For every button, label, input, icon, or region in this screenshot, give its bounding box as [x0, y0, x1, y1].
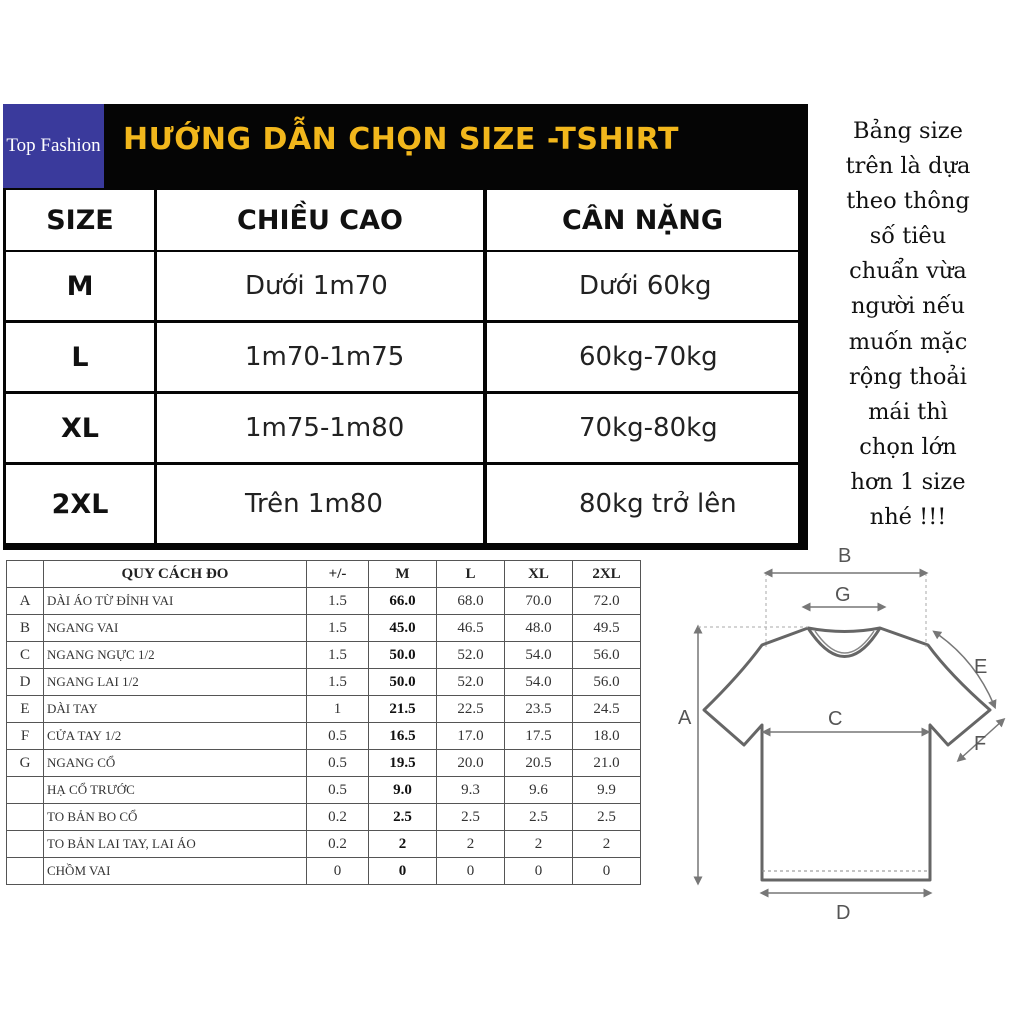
brand-logo: Top Fashion [3, 104, 104, 188]
row-name-cell: NGANG CỔ [44, 750, 307, 777]
row-name-cell: NGANG LAI 1/2 [44, 669, 307, 696]
size-2xl-cell: 49.5 [573, 615, 641, 642]
table-row [7, 615, 641, 642]
row-letter-cell: F [7, 723, 44, 750]
tolerance-cell: 1.5 [307, 642, 369, 669]
table-header-cell: QUY CÁCH ĐO [44, 561, 307, 588]
dimension-a-label: A [678, 707, 692, 729]
size-l-cell: 0 [437, 858, 505, 885]
row-letter-cell: C [7, 642, 44, 669]
tolerance-cell: 0.5 [307, 750, 369, 777]
size-xl-cell: 23.5 [505, 696, 573, 723]
header-height: CHIỀU CAO [157, 190, 483, 250]
table-header-cell: +/- [307, 561, 369, 588]
table-header-cell: M [369, 561, 437, 588]
table-row [7, 588, 641, 615]
table-row [7, 831, 641, 858]
size-xl-cell: 48.0 [505, 615, 573, 642]
size-cell: 2XL [6, 465, 154, 543]
row-letter-cell: B [7, 615, 44, 642]
row-letter-cell: D [7, 669, 44, 696]
row-name-cell: DÀI ÁO TỪ ĐỈNH VAI [44, 588, 307, 615]
table-header-row [7, 561, 641, 588]
header-size: SIZE [6, 190, 154, 250]
dimension-g-label: G [835, 584, 851, 606]
note-line: người nếu [850, 293, 966, 320]
tolerance-cell: 0.5 [307, 723, 369, 750]
height-cell: 1m70-1m75 [157, 323, 483, 391]
dimension-d-label: D [836, 902, 851, 924]
weight-cell: 70kg-80kg [487, 394, 798, 462]
table-header-cell [7, 561, 44, 588]
size-l-cell: 52.0 [437, 669, 505, 696]
measurement-table [6, 560, 641, 885]
row-name-cell: CHỒM VAI [44, 858, 307, 885]
size-xl-cell: 9.6 [505, 777, 573, 804]
size-2xl-cell: 18.0 [573, 723, 641, 750]
size-m-cell: 2 [369, 831, 437, 858]
tolerance-cell: 0.5 [307, 777, 369, 804]
size-2xl-cell: 56.0 [573, 642, 641, 669]
dimension-b-label: B [838, 545, 852, 567]
tolerance-cell: 1.5 [307, 615, 369, 642]
row-letter-cell [7, 831, 44, 858]
size-xl-cell: 20.5 [505, 750, 573, 777]
size-m-cell: 66.0 [369, 588, 437, 615]
note-line: Bảng size [853, 118, 963, 144]
note-line: nhé !!! [869, 504, 947, 531]
chart-title: HƯỚNG DẪN CHỌN SIZE -TSHIRT [123, 122, 679, 157]
size-chart [3, 104, 808, 550]
size-m-cell: 50.0 [369, 669, 437, 696]
size-2xl-cell: 21.0 [573, 750, 641, 777]
table-header-cell: XL [505, 561, 573, 588]
note-line: mái thì [868, 398, 948, 425]
row-name-cell: CỬA TAY 1/2 [44, 723, 307, 750]
note-line: hơn 1 size [850, 468, 966, 495]
tshirt-diagram [660, 535, 1024, 935]
size-l-cell: 2 [437, 831, 505, 858]
note-line: muốn mặc [848, 328, 968, 355]
table-row [7, 723, 641, 750]
tolerance-cell: 1.5 [307, 669, 369, 696]
weight-cell: Dưới 60kg [487, 252, 798, 320]
dimension-c-label: C [828, 708, 843, 730]
size-xl-cell: 2 [505, 831, 573, 858]
row-name-cell: DÀI TAY [44, 696, 307, 723]
row-letter-cell: A [7, 588, 44, 615]
row-name-cell: NGANG NGỰC 1/2 [44, 642, 307, 669]
height-cell: Dưới 1m70 [157, 252, 483, 320]
note-line: theo thông [846, 188, 970, 215]
size-2xl-cell: 24.5 [573, 696, 641, 723]
tolerance-cell: 0.2 [307, 831, 369, 858]
size-2xl-cell: 9.9 [573, 777, 641, 804]
chart-header [3, 104, 808, 188]
table-row [7, 804, 641, 831]
note-line: rộng thoải [848, 363, 968, 390]
table-row [7, 642, 641, 669]
size-2xl-cell: 56.0 [573, 669, 641, 696]
table-row [7, 777, 641, 804]
size-m-cell: 19.5 [369, 750, 437, 777]
table-header-cell: L [437, 561, 505, 588]
size-2xl-cell: 2 [573, 831, 641, 858]
row-name-cell: NGANG VAI [44, 615, 307, 642]
tolerance-cell: 0.2 [307, 804, 369, 831]
size-xl-cell: 54.0 [505, 669, 573, 696]
size-m-cell: 21.5 [369, 696, 437, 723]
size-cell: XL [6, 394, 154, 462]
size-l-cell: 68.0 [437, 588, 505, 615]
size-xl-cell: 2.5 [505, 804, 573, 831]
row-letter-cell [7, 777, 44, 804]
collar-inner [815, 631, 874, 653]
tolerance-cell: 1.5 [307, 588, 369, 615]
size-l-cell: 9.3 [437, 777, 505, 804]
size-m-cell: 50.0 [369, 642, 437, 669]
size-l-cell: 20.0 [437, 750, 505, 777]
row-letter-cell: G [7, 750, 44, 777]
height-cell: Trên 1m80 [157, 465, 483, 543]
note-line: số tiêu [869, 223, 947, 250]
size-2xl-cell: 0 [573, 858, 641, 885]
table-row [7, 750, 641, 777]
size-m-cell: 45.0 [369, 615, 437, 642]
size-xl-cell: 17.5 [505, 723, 573, 750]
table-row [7, 669, 641, 696]
size-cell: M [6, 252, 154, 320]
size-l-cell: 22.5 [437, 696, 505, 723]
table-row [7, 696, 641, 723]
row-name-cell: HẠ CỔ TRƯỚC [44, 777, 307, 804]
size-m-cell: 0 [369, 858, 437, 885]
note-line: trên là dựa [845, 153, 971, 180]
size-xl-cell: 54.0 [505, 642, 573, 669]
row-letter-cell [7, 858, 44, 885]
tolerance-cell: 0 [307, 858, 369, 885]
table-header-cell: 2XL [573, 561, 641, 588]
size-2xl-cell: 72.0 [573, 588, 641, 615]
note-line: chuẩn vừa [849, 258, 967, 285]
size-l-cell: 46.5 [437, 615, 505, 642]
height-cell: 1m75-1m80 [157, 394, 483, 462]
size-l-cell: 2.5 [437, 804, 505, 831]
tolerance-cell: 1 [307, 696, 369, 723]
row-letter-cell: E [7, 696, 44, 723]
size-m-cell: 2.5 [369, 804, 437, 831]
tshirt-outline [704, 628, 990, 880]
size-2xl-cell: 2.5 [573, 804, 641, 831]
note-line: chọn lớn [859, 433, 957, 460]
size-xl-cell: 70.0 [505, 588, 573, 615]
size-xl-cell: 0 [505, 858, 573, 885]
size-m-cell: 16.5 [369, 723, 437, 750]
row-letter-cell [7, 804, 44, 831]
size-l-cell: 17.0 [437, 723, 505, 750]
weight-cell: 80kg trở lên [487, 465, 798, 543]
size-m-cell: 9.0 [369, 777, 437, 804]
size-note [824, 114, 992, 535]
row-name-cell: TO BẢN LAI TAY, LAI ÁO [44, 831, 307, 858]
size-cell: L [6, 323, 154, 391]
size-l-cell: 52.0 [437, 642, 505, 669]
weight-cell: 60kg-70kg [487, 323, 798, 391]
table-row [7, 858, 641, 885]
dimension-e-label: E [974, 656, 988, 678]
row-name-cell: TO BẢN BO CỔ [44, 804, 307, 831]
dimension-f-label: F [974, 733, 987, 755]
header-weight: CÂN NẶNG [487, 190, 798, 250]
